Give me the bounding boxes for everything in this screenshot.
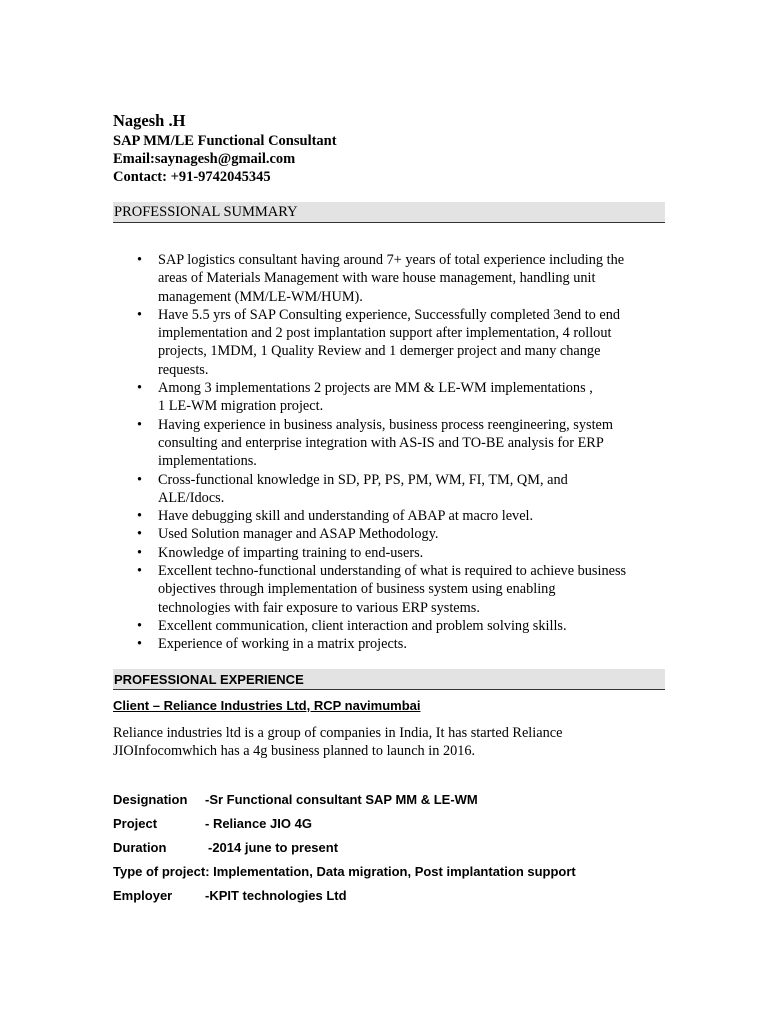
experience-heading: PROFESSIONAL EXPERIENCE bbox=[114, 672, 304, 687]
bullet-line: objectives through implementation of business system using enabling bbox=[158, 581, 556, 598]
summary-bullet bbox=[137, 507, 657, 525]
detail-label: Type of project: bbox=[113, 864, 210, 879]
detail-employer bbox=[113, 888, 347, 903]
bullet-line: implementation and 2 post implantation support after implementation, 4 rollout bbox=[158, 325, 612, 342]
bullet-line: 1 LE-WM migration project. bbox=[158, 398, 324, 415]
summary-bullet bbox=[137, 544, 657, 562]
detail-value: Implementation, Data migration, Post implantation support bbox=[213, 864, 576, 879]
bullet-line: • Have 5.5 yrs of SAP Consulting experience, Successfully completed 3end to end bbox=[158, 306, 621, 323]
detail-value: - Reliance JIO 4G bbox=[205, 816, 312, 831]
client-description bbox=[113, 724, 562, 761]
bullet-line: • Have debugging skill and understanding of ABAP at macro level. bbox=[158, 508, 534, 525]
job-title: SAP MM/LE Functional Consultant bbox=[113, 133, 337, 149]
bullet-line: • Excellent techno-functional understanding of what is required to achieve business bbox=[158, 563, 627, 580]
summary-bullet bbox=[137, 525, 657, 543]
bullet-line: areas of Materials Management with ware house management, handling unit bbox=[158, 270, 596, 287]
candidate-name: Nagesh .H bbox=[113, 111, 186, 130]
bullet-line: requests. bbox=[158, 361, 209, 378]
bullet-line: • Excellent communication, client interaction and problem solving skills. bbox=[158, 617, 567, 634]
summary-bullet bbox=[137, 379, 657, 416]
summary-bullet bbox=[137, 306, 657, 379]
bullet-line: management (MM/LE-WM/HUM). bbox=[158, 288, 363, 305]
summary-heading: PROFESSIONAL SUMMARY bbox=[114, 204, 298, 220]
detail-label: Employer bbox=[113, 888, 173, 903]
bullet-line: • Knowledge of imparting training to end-users. bbox=[158, 544, 424, 561]
bullet-line: ALE/Idocs. bbox=[158, 489, 225, 506]
summary-bullet bbox=[137, 251, 657, 306]
detail-value: -Sr Functional consultant SAP MM & LE-WM bbox=[205, 792, 478, 807]
bullet-line: • Used Solution manager and ASAP Methodology. bbox=[158, 526, 439, 543]
bullet-line: • Having experience in business analysis, business process reengineering, system bbox=[158, 416, 614, 433]
summary-bullet bbox=[137, 617, 657, 635]
summary-bullet bbox=[137, 416, 657, 471]
bullet-line: projects, 1MDM, 1 Quality Review and 1 demerger project and many change bbox=[158, 343, 601, 360]
detail-duration bbox=[113, 840, 338, 855]
detail-value: -2014 june to present bbox=[208, 840, 339, 855]
summary-bullet bbox=[137, 562, 657, 617]
bullet-line: implementations. bbox=[158, 453, 257, 470]
bullet-line: • Among 3 implementations 2 projects are MM & LE-WM implementations , bbox=[158, 380, 593, 397]
description-line: JIOInfocomwhich has a 4g business planned to launch in 2016. bbox=[113, 743, 476, 760]
summary-bullet bbox=[137, 635, 657, 653]
detail-label: Designation bbox=[113, 792, 188, 807]
client-name: Client – Reliance Industries Ltd, RCP navimumbai bbox=[113, 698, 421, 713]
detail-project bbox=[113, 816, 312, 831]
detail-label: Duration bbox=[113, 840, 167, 855]
detail-designation bbox=[113, 792, 478, 807]
detail-value: -KPIT technologies Ltd bbox=[205, 888, 347, 903]
summary-bullet bbox=[137, 471, 657, 508]
bullet-line: consulting and enterprise integration with AS-IS and TO-BE analysis for ERP bbox=[158, 434, 604, 451]
bullet-line: technologies with fair exposure to various ERP systems. bbox=[158, 599, 480, 616]
bullet-line: • Experience of working in a matrix projects. bbox=[158, 636, 407, 653]
summary-list bbox=[137, 251, 657, 654]
contact: Contact: +91-9742045345 bbox=[113, 169, 271, 185]
bullet-line: • SAP logistics consultant having around 7+ years of total experience including the bbox=[158, 252, 625, 268]
bullet-line: • Cross-functional knowledge in SD, PP, PS, PM, WM, FI, TM, QM, and bbox=[158, 471, 568, 488]
summary-heading-bar bbox=[113, 202, 665, 223]
experience-heading-bar bbox=[113, 669, 665, 690]
description-line: Reliance industries ltd is a group of companies in India, It has started Reliance bbox=[113, 725, 563, 741]
email: Email:saynagesh@gmail.com bbox=[113, 151, 296, 167]
detail-label: Project bbox=[113, 816, 158, 831]
detail-type bbox=[113, 864, 576, 879]
